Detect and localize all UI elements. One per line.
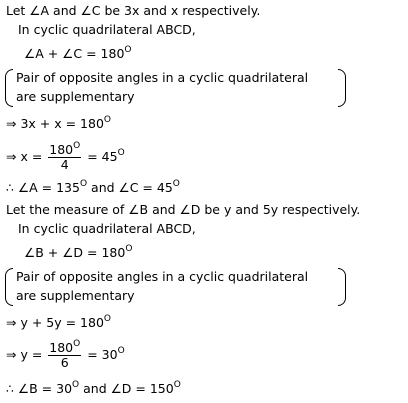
line-sum-bd: ∠B + ∠D = $180^O$ (24, 243, 133, 260)
line-equation-3x: ⇒ $3x + x = 180^O$ (6, 114, 111, 131)
line-given-angles-ac: Let ∠A and ∠C be 3x and x respectively. (6, 3, 261, 18)
line-result-bd: ∴ ∠B = $30^O$ and ∠D = $150^O$ (6, 379, 181, 396)
fraction-y: $\frac{180^O}{6}$ (49, 338, 81, 370)
line-cyclic-quad-1: In cyclic quadrilateral ABCD, (18, 22, 196, 37)
line-reason-2b: are supplementary (16, 288, 135, 303)
line-reason-1a: Pair of opposite angles in a cyclic quadrilateral (16, 70, 309, 85)
fraction-x: $\frac{180^O}{4}$ (49, 140, 81, 172)
line-reason-1b: are supplementary (16, 89, 135, 104)
line-equation-y: ⇒ $y + 5y = 180^O$ (6, 313, 111, 330)
line-solve-y: ⇒ y = $\frac{180^O}{6}$ = $30^O$ (6, 338, 125, 370)
line-solve-x: ⇒ x = $\frac{180^O}{4}$ = $45^O$ (6, 140, 125, 172)
right-paren-2 (338, 268, 346, 306)
line-given-angles-bd: Let the measure of ∠B and ∠D be y and 5y respectively. (6, 202, 361, 217)
left-paren-2 (5, 268, 13, 306)
line-cyclic-quad-2: In cyclic quadrilateral ABCD, (18, 221, 196, 236)
left-paren-1 (5, 69, 13, 107)
line-result-ac: ∴ ∠A = $135^O$ and ∠C = $45^O$ (6, 178, 180, 195)
line-sum-ac: ∠A + ∠C = $180^O$ (24, 44, 132, 61)
line-reason-2a: Pair of opposite angles in a cyclic quadrilateral (16, 269, 309, 284)
right-paren-1 (338, 69, 346, 107)
